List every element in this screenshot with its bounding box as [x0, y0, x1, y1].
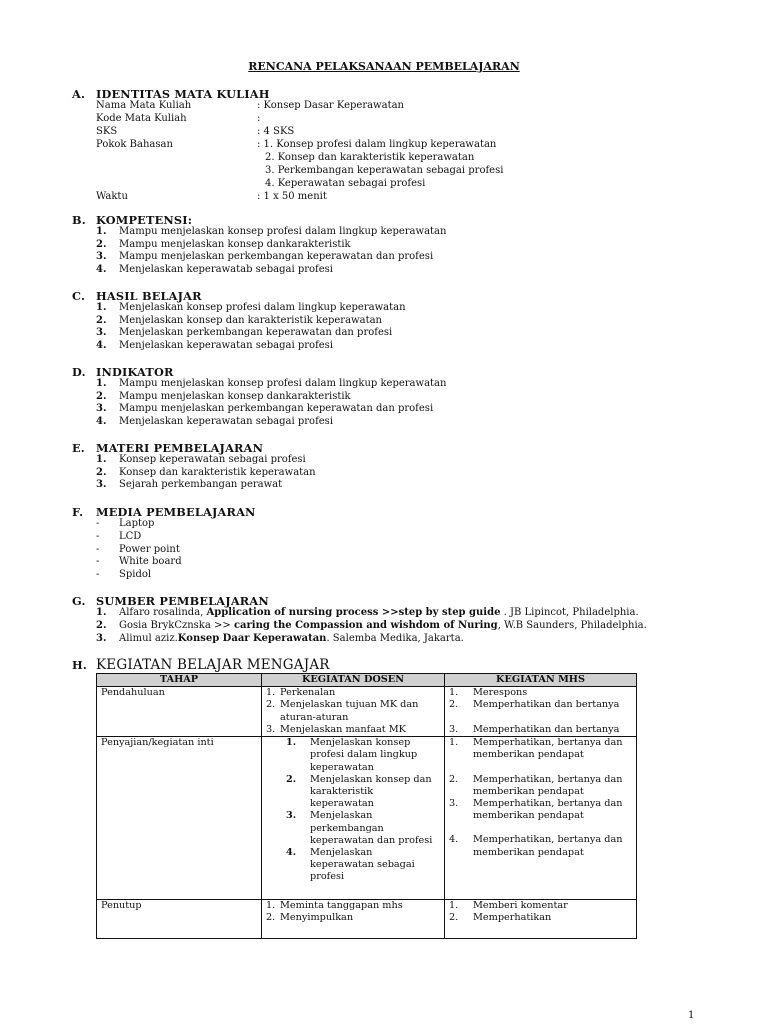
waktu-label: Waktu [96, 191, 128, 202]
section-letter: E. [72, 441, 85, 455]
section-d-heading [72, 365, 174, 379]
sks-label: SKS [96, 126, 118, 137]
waktu-value: : 1 x 50 menit [257, 191, 327, 202]
section-letter: F. [72, 505, 84, 519]
nama-label: Nama Mata Kuliah [96, 100, 192, 111]
section-title: INDIKATOR [96, 365, 174, 379]
mhs-cell: 1. Memberi komentar 2. Memperhatikan [445, 900, 637, 939]
list-item: 1. Konsep keperawatan sebagai profesi [96, 454, 306, 465]
section-g-heading [72, 594, 269, 608]
list-item: 2. Konsep dan karakteristik keperawatan [96, 467, 316, 478]
pokok-item-3: 3. Perkembangan keperawatan sebagai profesi [265, 165, 504, 176]
list-item: - Spidol [96, 569, 152, 580]
kode-value: : [257, 113, 261, 124]
section-c-heading [72, 289, 202, 303]
section-title: HASIL BELAJAR [96, 289, 202, 303]
table-row [97, 737, 637, 900]
section-e-heading [72, 441, 263, 455]
table-row [97, 900, 637, 939]
nama-value: : Konsep Dasar Keperawatan [257, 100, 404, 111]
table-header-row [97, 674, 637, 687]
list-item: 4. Menjelaskan keperawatan sebagai profesi [96, 340, 334, 351]
list-item: 4. Menjelaskan keperawatab sebagai profesi [96, 264, 333, 275]
section-title: MEDIA PEMBELAJARAN [96, 505, 256, 519]
list-item: 1. Mampu menjelaskan konsep profesi dalam lingkup keperawatan [96, 226, 447, 237]
section-title: MATERI PEMBELAJARAN [96, 441, 264, 455]
reference-item: 1. Alfaro rosalinda, Application of nursing process >>step by step guide . JB Lipincot, Philadelphia. [96, 607, 639, 618]
mhs-cell: 1. Memperhatikan, bertanya dan memberikan pendapat 2. Memperhatikan, bertanya dan memberikan pendapat 3. Memperhatikan, bertanya dan memberikan pendapat 4. Memperhatikan, bertanya dan memberikan pendapat [445, 737, 637, 900]
dosen-cell: 1. Menjelaskan konsep profesi dalam lingkup keperawatan 2. Menjelaskan konsep dan karakteristik keperawatan 3. Menjelaskan perkembangan keperawatan dan profesi 4. Menjelaskan keperawatan sebagai profesi [262, 737, 445, 900]
list-item: 3. Mampu menjelaskan perkembangan keperawatan dan profesi [96, 251, 434, 262]
section-title: IDENTITAS MATA KULIAH [96, 87, 270, 101]
sks-value: : 4 SKS [257, 126, 295, 137]
list-item: 2. Mampu menjelaskan konsep dankarakteristik [96, 239, 351, 250]
tahap-cell: Pendahuluan [97, 687, 262, 737]
section-letter: G. [72, 594, 86, 608]
section-letter: A. [72, 87, 86, 101]
list-item: - LCD [96, 531, 142, 542]
page-number: 1 [688, 1010, 695, 1021]
kode-label: Kode Mata Kuliah [96, 113, 187, 124]
section-f-heading [72, 505, 256, 519]
section-b-heading [72, 213, 192, 227]
document-title: RENCANA PELAKSANAAN PEMBELAJARAN [248, 60, 520, 73]
list-item: 3. Menjelaskan perkembangan keperawatan dan profesi [96, 327, 393, 338]
col-header-dosen: KEGIATAN DOSEN [262, 674, 445, 687]
list-item: 2. Mampu menjelaskan konsep dankarakteristik [96, 391, 351, 402]
list-item: - White board [96, 556, 182, 567]
col-header-mhs: KEGIATAN MHS [445, 674, 637, 687]
pokok-item-1: : 1. Konsep profesi dalam lingkup keperawatan [257, 139, 497, 150]
table-row [97, 687, 637, 737]
list-item: 2. Menjelaskan konsep dan karakteristik keperawatan [96, 315, 382, 326]
dosen-cell: 1. Perkenalan 2. Menjelaskan tujuan MK dan aturan-aturan 3. Menjelaskan manfaat MK [262, 687, 445, 737]
section-letter: C. [72, 289, 86, 303]
list-item: 1. Mampu menjelaskan konsep profesi dalam lingkup keperawatan [96, 378, 447, 389]
list-item: 4. Menjelaskan keperawatan sebagai profesi [96, 416, 334, 427]
kegiatan-table [96, 673, 637, 939]
tahap-cell: Penyajian/kegiatan inti [97, 737, 262, 900]
dosen-cell: 1. Meminta tanggapan mhs 2. Menyimpulkan [262, 900, 445, 939]
section-letter: H. [72, 658, 88, 672]
section-title: SUMBER PEMBELAJARAN [96, 594, 269, 608]
section-letter: D. [72, 365, 86, 379]
pokok-item-4: 4. Keperawatan sebagai profesi [265, 178, 426, 189]
tahap-cell: Penutup [97, 900, 262, 939]
list-item: 1. Menjelaskan konsep profesi dalam lingkup keperawatan [96, 302, 406, 313]
section-letter: B. [72, 213, 86, 227]
list-item: 3. Sejarah perkembangan perawat [96, 479, 283, 490]
list-item: 3. Mampu menjelaskan perkembangan keperawatan dan profesi [96, 403, 434, 414]
mhs-cell: 1. Merespons 2. Memperhatikan dan bertanya 3. Memperhatikan dan bertanya [445, 687, 637, 737]
reference-item: 2. Gosia BrykCznska >> caring the Compassion and wishdom of Nuring, W.B Saunders, Philadelphia. [96, 620, 647, 631]
list-item: - Power point [96, 544, 180, 555]
col-header-tahap: TAHAP [97, 674, 262, 687]
pokok-item-2: 2. Konsep dan karakteristik keperawatan [265, 152, 475, 163]
list-item: - Laptop [96, 518, 155, 529]
section-title: KOMPETENSI: [96, 213, 193, 227]
pokok-label: Pokok Bahasan [96, 139, 173, 150]
section-h-heading [72, 657, 330, 673]
reference-item: 3. Alimul aziz.Konsep Daar Keperawatan. Salemba Medika, Jakarta. [96, 633, 464, 644]
section-title: KEGIATAN BELAJAR MENGAJAR [96, 657, 330, 673]
